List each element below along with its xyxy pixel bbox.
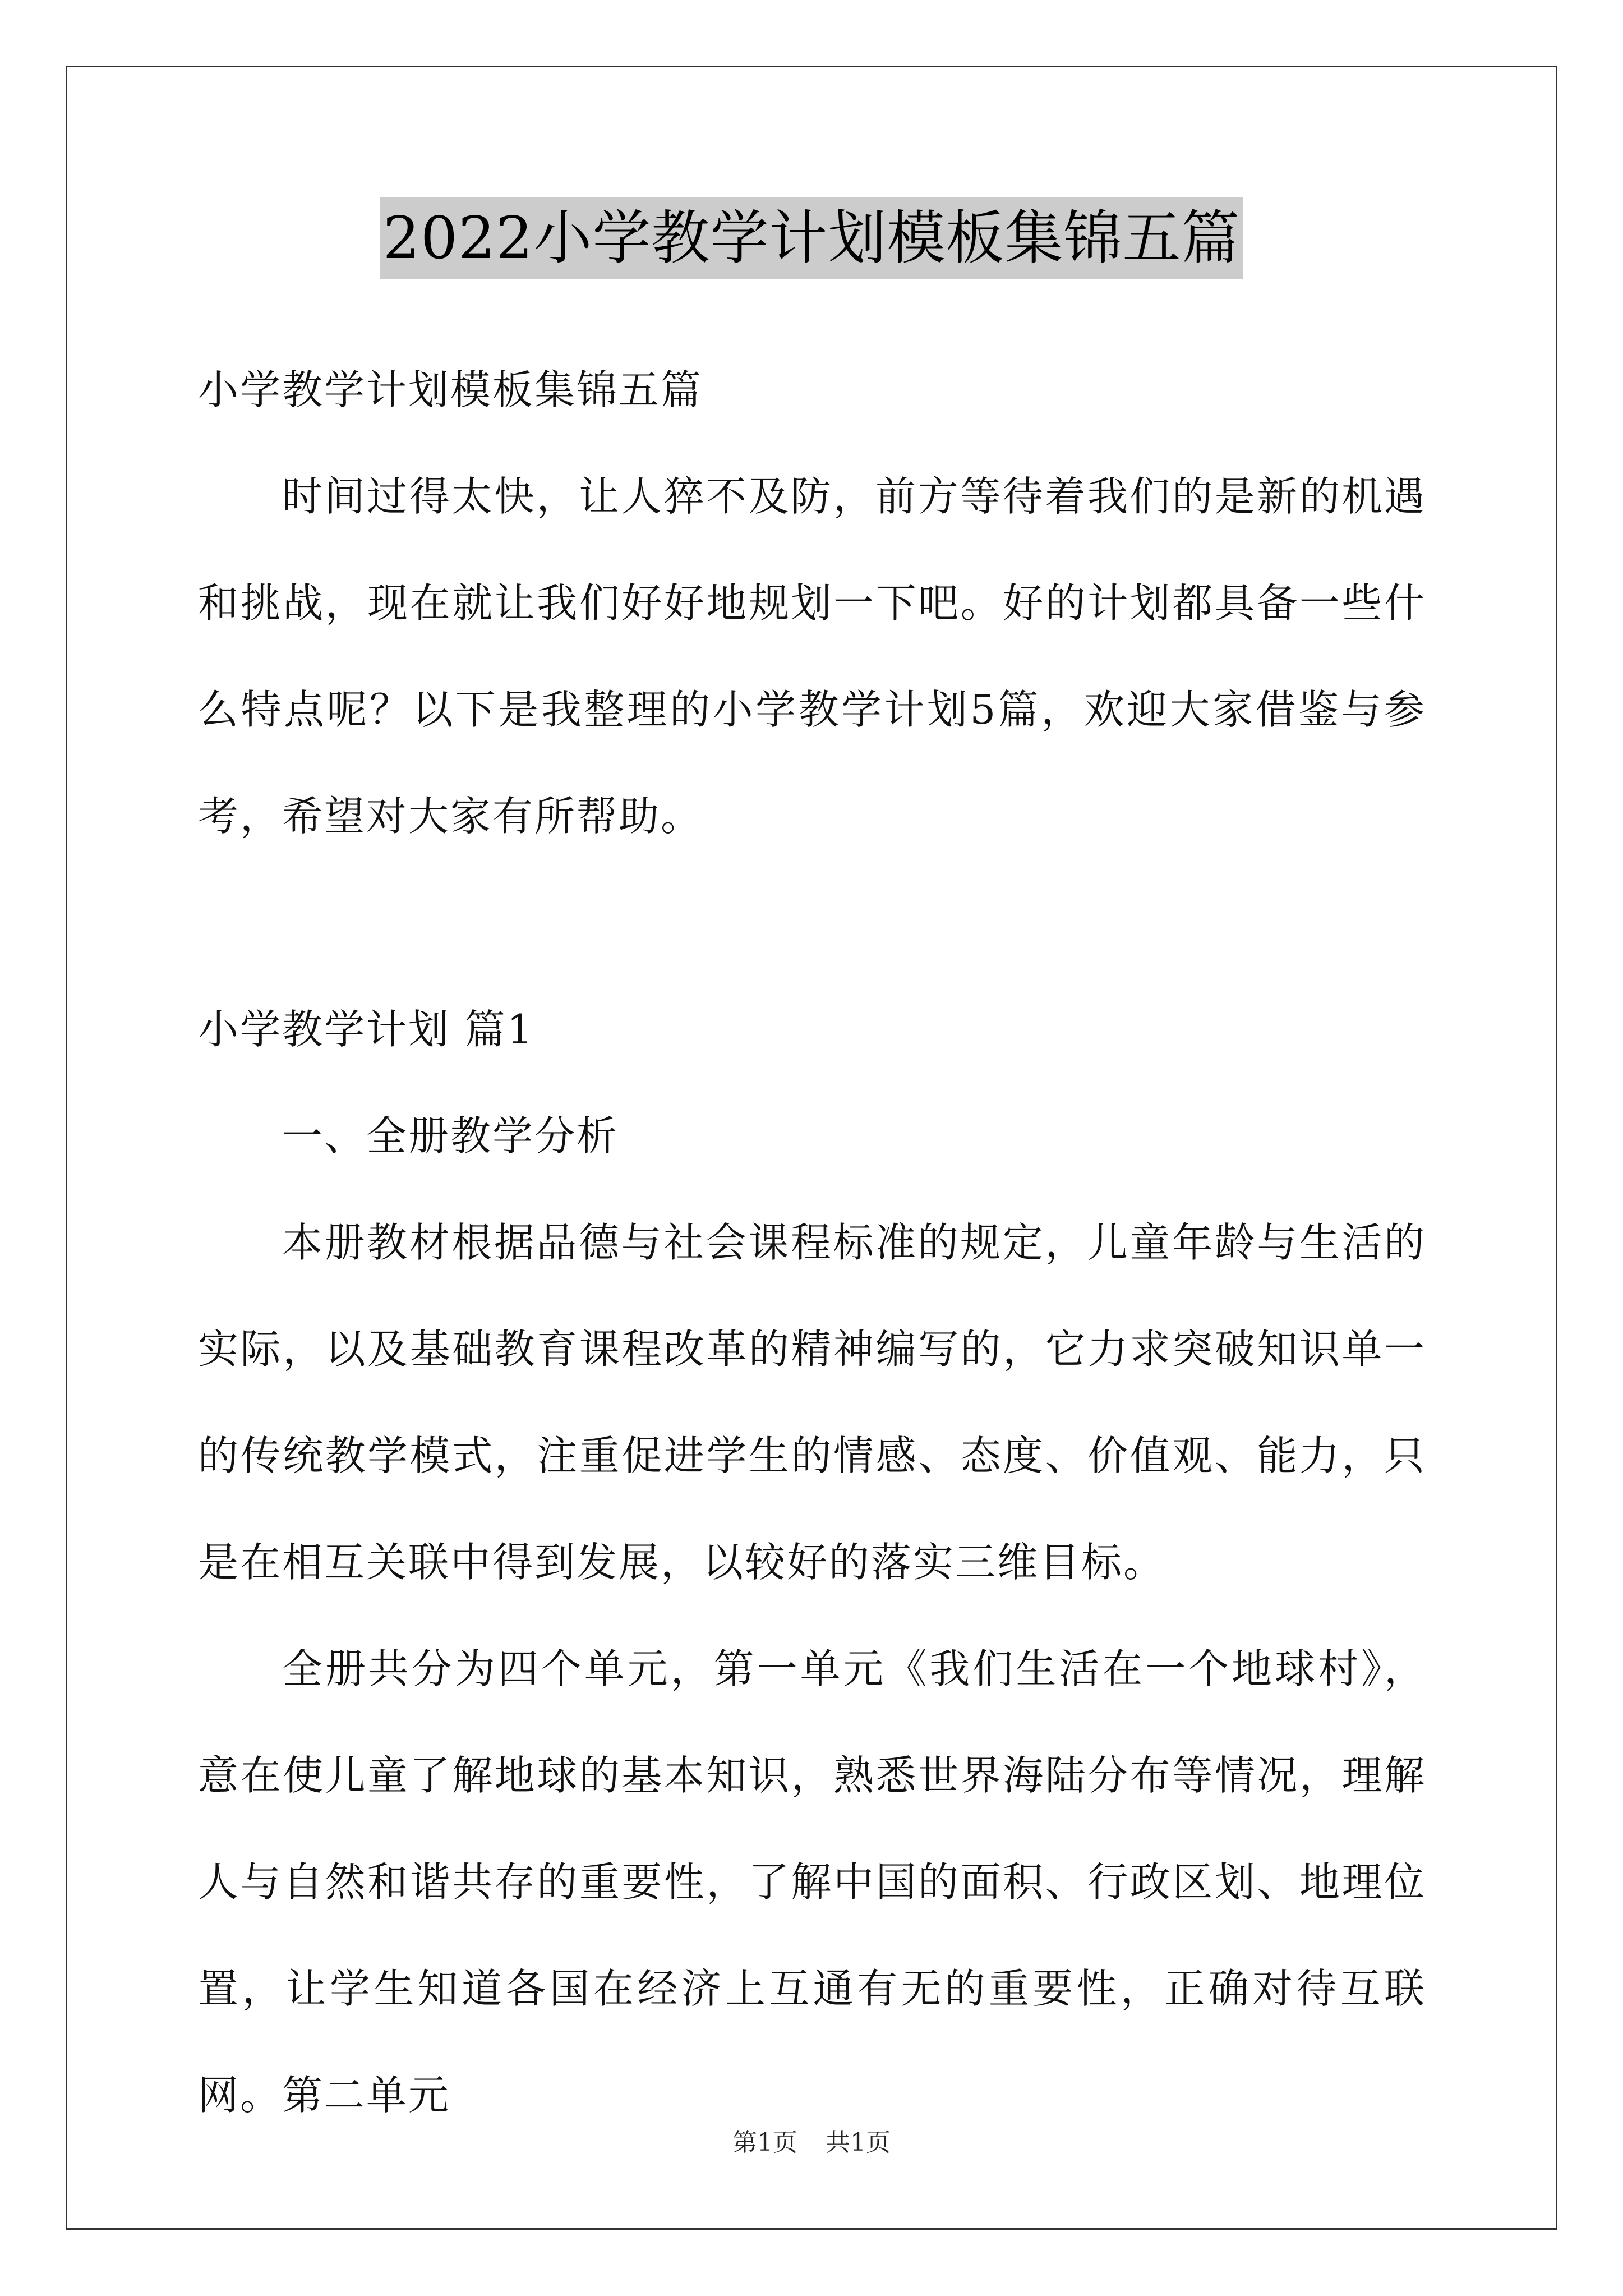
document-title: 2022小学教学计划模板集锦五篇 — [380, 197, 1244, 279]
page-number: 第1页 — [732, 2128, 797, 2157]
page-total: 共1页 — [826, 2128, 891, 2157]
section-heading: 小学教学计划 篇1 — [198, 1006, 534, 1053]
body-paragraph-2: 全册共分为四个单元，第一单元《我们生活在一个地球村》，意在使儿童了解地球的基本知识，熟悉世界海陆分布等情况，理解人与自然和谐共存的重要性，了解中国的面积、行政区划、地理位置，让学生知道各国在经济上互通有无的重要性，正确对待互联网。第二单元 — [198, 1645, 1426, 2119]
title-wrap — [0, 197, 1623, 279]
subsection-heading: 一、全册教学分析 — [282, 1112, 619, 1159]
subtitle-paragraph: 小学教学计划模板集锦五篇 — [198, 366, 703, 413]
page-footer — [0, 2126, 1623, 2160]
intro-paragraph: 时间过得太快，让人猝不及防，前方等待着我们的是新的机遇和挑战，现在就让我们好好地规划一下吧。好的计划都具备一些什么特点呢？以下是我整理的小学教学计划5篇，欢迎大家借鉴与参考，希望对大家有所帮助。 — [198, 473, 1426, 840]
document-body — [198, 337, 1426, 2148]
body-paragraph-1: 本册教材根据品德与社会课程标准的规定，儿童年龄与生活的实际，以及基础教育课程改革的精神编写的，它力求突破知识单一的传统教学模式，注重促进学生的情感、态度、价值观、能力，只是在相互关联中得到发展，以较好的落实三维目标。 — [198, 1219, 1426, 1586]
paragraph-gap — [198, 869, 1426, 976]
